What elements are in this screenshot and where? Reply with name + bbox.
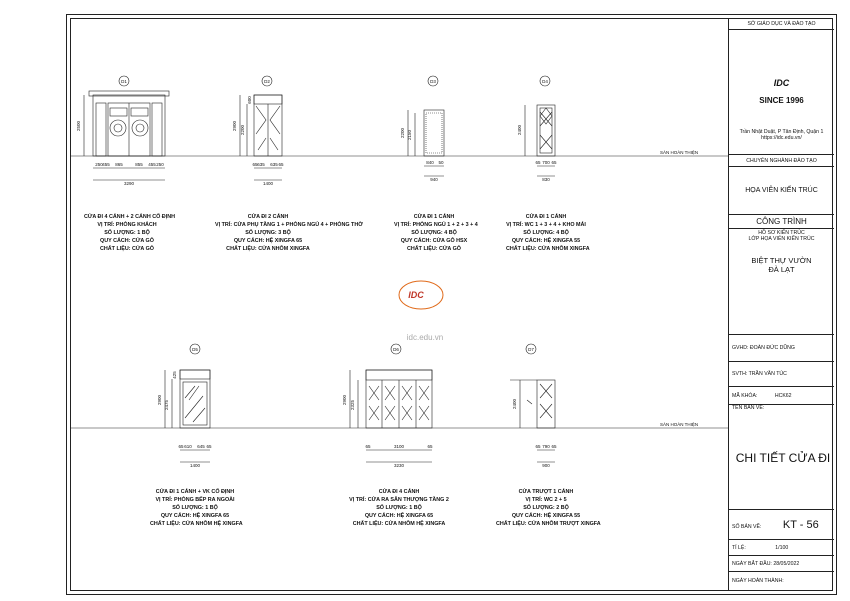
- svg-text:65: 65: [535, 444, 541, 449]
- project-sub2: LỚP HỌA VIÊN KIẾN TRÚC: [748, 236, 815, 242]
- door-d3-elevation: [408, 110, 444, 176]
- svg-text:2200: 2200: [400, 127, 405, 139]
- svg-text:250: 250: [156, 162, 164, 167]
- svg-text:645: 645: [197, 444, 205, 449]
- scale-row: TỈ LỆ: 1/100: [729, 540, 834, 556]
- svg-text:455: 455: [102, 162, 110, 167]
- door-d4-notes: CỬA ĐI 1 CÁNH VỊ TRÍ: WC 1 + 3 + 4 + KHO MÁI SỐ LƯỢNG: 4 BỘ QUY CÁCH: HỆ XINGFA 55 CHẤT LIỆU: CỬA NHÔM XINGFA: [506, 214, 590, 252]
- logo-area: [729, 30, 834, 155]
- door-d6-elevation: [350, 370, 432, 462]
- svg-text:700: 700: [542, 160, 550, 165]
- project-name-line2: ĐÀ LẠT: [768, 265, 795, 274]
- floor-label-top: SÀN HOÀN THIỆN: [660, 150, 699, 155]
- svg-text:65: 65: [551, 160, 557, 165]
- project-block: [729, 215, 834, 335]
- svg-text:865: 865: [115, 162, 123, 167]
- door-d7-elevation: [510, 380, 555, 462]
- svg-text:940: 940: [430, 177, 438, 182]
- watermark-logo-text: IDC: [408, 290, 424, 300]
- tag-d2: D2: [264, 79, 270, 84]
- svg-text:3230: 3230: [393, 463, 405, 468]
- address-text: Trần Nhật Duật, P Tân Định, Quận 1: [739, 129, 824, 135]
- svg-text:250: 250: [95, 162, 103, 167]
- svg-text:610: 610: [184, 444, 192, 449]
- svg-text:1400: 1400: [189, 463, 201, 468]
- drawing-title: CHI TIẾT CỬA ĐI: [735, 451, 831, 465]
- svg-text:2500: 2500: [76, 120, 81, 132]
- since-text: SINCE 1996: [759, 96, 804, 105]
- start-date-row: NGÀY BẮT ĐẦU: 28/05/2022: [729, 556, 834, 572]
- floor-label-bottom: SÀN HOÀN THIỆN: [660, 422, 699, 427]
- svg-text:2200: 2200: [240, 124, 245, 136]
- svg-text:2400: 2400: [517, 124, 522, 136]
- svg-text:65: 65: [252, 162, 258, 167]
- svg-text:900: 900: [542, 463, 550, 468]
- field-label: CHUYÊN NGHÀNH ĐÀO TẠO: [729, 155, 834, 167]
- project-sub1: HỒ SƠ KIẾN TRÚC: [758, 230, 805, 236]
- title-block: [728, 18, 833, 591]
- door-d6-notes: CỬA ĐI 4 CÁNH VỊ TRÍ: CỬA RA SÂN THƯỢNG TẦNG 2 SỐ LƯỢNG: 1 BỘ QUY CÁCH: HỆ XINGFA 65 CHẤT LIỆU: CỬA NHÔM HỆ XINGFA: [349, 489, 449, 527]
- org-name: SỞ GIÁO DỤC VÀ ĐÀO TẠO: [729, 18, 834, 30]
- course-row: MÃ KHÓA: HCK62: [729, 387, 834, 405]
- door-d4-elevation: [525, 105, 555, 176]
- svg-text:2900: 2900: [232, 120, 237, 132]
- website-text[interactable]: https://idc.edu.vn/: [761, 135, 802, 141]
- svg-text:2475: 2475: [164, 399, 169, 411]
- project-label: CÔNG TRÌNH: [729, 217, 834, 229]
- svg-text:3100: 3100: [393, 444, 405, 449]
- tag-d1: D1: [121, 79, 127, 84]
- svg-text:455: 455: [148, 162, 156, 167]
- svg-text:65: 65: [206, 444, 212, 449]
- project-name-line1: BIỆT THỰ VƯỜN: [751, 256, 812, 265]
- svg-text:65: 65: [551, 444, 557, 449]
- svg-text:790: 790: [542, 444, 550, 449]
- tag-d7: D7: [528, 347, 534, 352]
- door-d2-notes: CỬA ĐI 2 CÁNH VỊ TRÍ: CỬA PHỤ TẦNG 1 + PHÒNG NGỦ 4 + PHÒNG THỜ SỐ LƯỢNG: 3 BỘ QUY CÁCH: HỆ XINGFA 65 CHẤT LIỆU: CỬA NHÔM XINGFA: [215, 214, 363, 252]
- svg-text:2900: 2900: [342, 394, 347, 406]
- svth-row: SVTH: TRẦN VĂN TÚC: [729, 362, 834, 387]
- end-date-row: NGÀY HOÀN THÀNH:: [732, 578, 784, 584]
- svg-text:65: 65: [178, 444, 184, 449]
- svg-text:65: 65: [365, 444, 371, 449]
- gvhd-row: GVHD: ĐOÀN ĐỨC DŨNG: [729, 335, 834, 362]
- svg-text:65: 65: [278, 162, 284, 167]
- svg-text:65: 65: [535, 160, 541, 165]
- drawing-label: TÊN BẢN VẼ:: [732, 405, 765, 411]
- door-d7-notes: CỬA TRƯỢT 1 CÁNH VỊ TRÍ: WC 2 + 5 SỐ LƯỢNG: 2 BỘ QUY CÁCH: HỆ XINGFA 55 CHẤT LIỆU: CỬA NHÔM TRƯỢT XINGFA: [496, 489, 601, 527]
- svg-text:840: 840: [426, 160, 434, 165]
- field-name: HỌA VIÊN KIẾN TRÚC: [729, 167, 834, 215]
- svg-text:855: 855: [135, 162, 143, 167]
- door-d2-elevation: [240, 95, 282, 180]
- tag-d5: D5: [192, 347, 198, 352]
- idc-logo: IDC: [773, 78, 790, 88]
- svg-text:2150: 2150: [407, 129, 412, 141]
- drawing-title-block: [729, 405, 834, 510]
- svg-text:2325: 2325: [350, 399, 355, 411]
- svg-text:635: 635: [270, 162, 278, 167]
- door-d1-notes: CỬA ĐI 4 CÁNH + 2 CÁNH CỐ ĐỊNH VỊ TRÍ: PHÒNG KHÁCH SỐ LƯỢNG: 1 BỘ QUY CÁCH: CỬA GỖ CHẤT LIỆU: CỬA GỖ: [84, 214, 175, 252]
- svg-text:425: 425: [172, 371, 177, 379]
- door-d5-notes: CỬA ĐI 1 CÁNH + VK CỐ ĐỊNH VỊ TRÍ: PHÒNG BẾP RA NGOÀI SỐ LƯỢNG: 1 BỘ QUY CÁCH: HỆ XINGFA 65 CHẤT LIỆU: CỬA NHÔM HỆ XINGFA: [150, 489, 243, 527]
- door-d3-notes: CỬA ĐI 1 CÁNH VỊ TRÍ: PHÒNG NGỦ 1 + 2 + 3 + 4 SỐ LƯỢNG: 4 BỘ QUY CÁCH: CỬA GỖ HSX CHẤT LIỆU: CỬA GỖ: [394, 214, 478, 252]
- svg-text:600: 600: [247, 96, 252, 104]
- svg-text:635: 635: [257, 162, 265, 167]
- svg-text:3290: 3290: [123, 181, 135, 186]
- watermark-url: idc.edu.vn: [406, 333, 444, 342]
- svg-text:50: 50: [438, 160, 444, 165]
- svg-text:65: 65: [427, 444, 433, 449]
- sheet-row: SỐ BẢN VẼ: KT - 56: [729, 510, 834, 540]
- tag-d4: D4: [542, 79, 548, 84]
- svg-text:830: 830: [542, 177, 550, 182]
- svg-text:2400: 2400: [512, 398, 517, 410]
- svg-text:2900: 2900: [157, 394, 162, 406]
- svg-text:1400: 1400: [262, 181, 274, 186]
- tag-d6: D6: [393, 347, 399, 352]
- tag-d3: D3: [430, 79, 436, 84]
